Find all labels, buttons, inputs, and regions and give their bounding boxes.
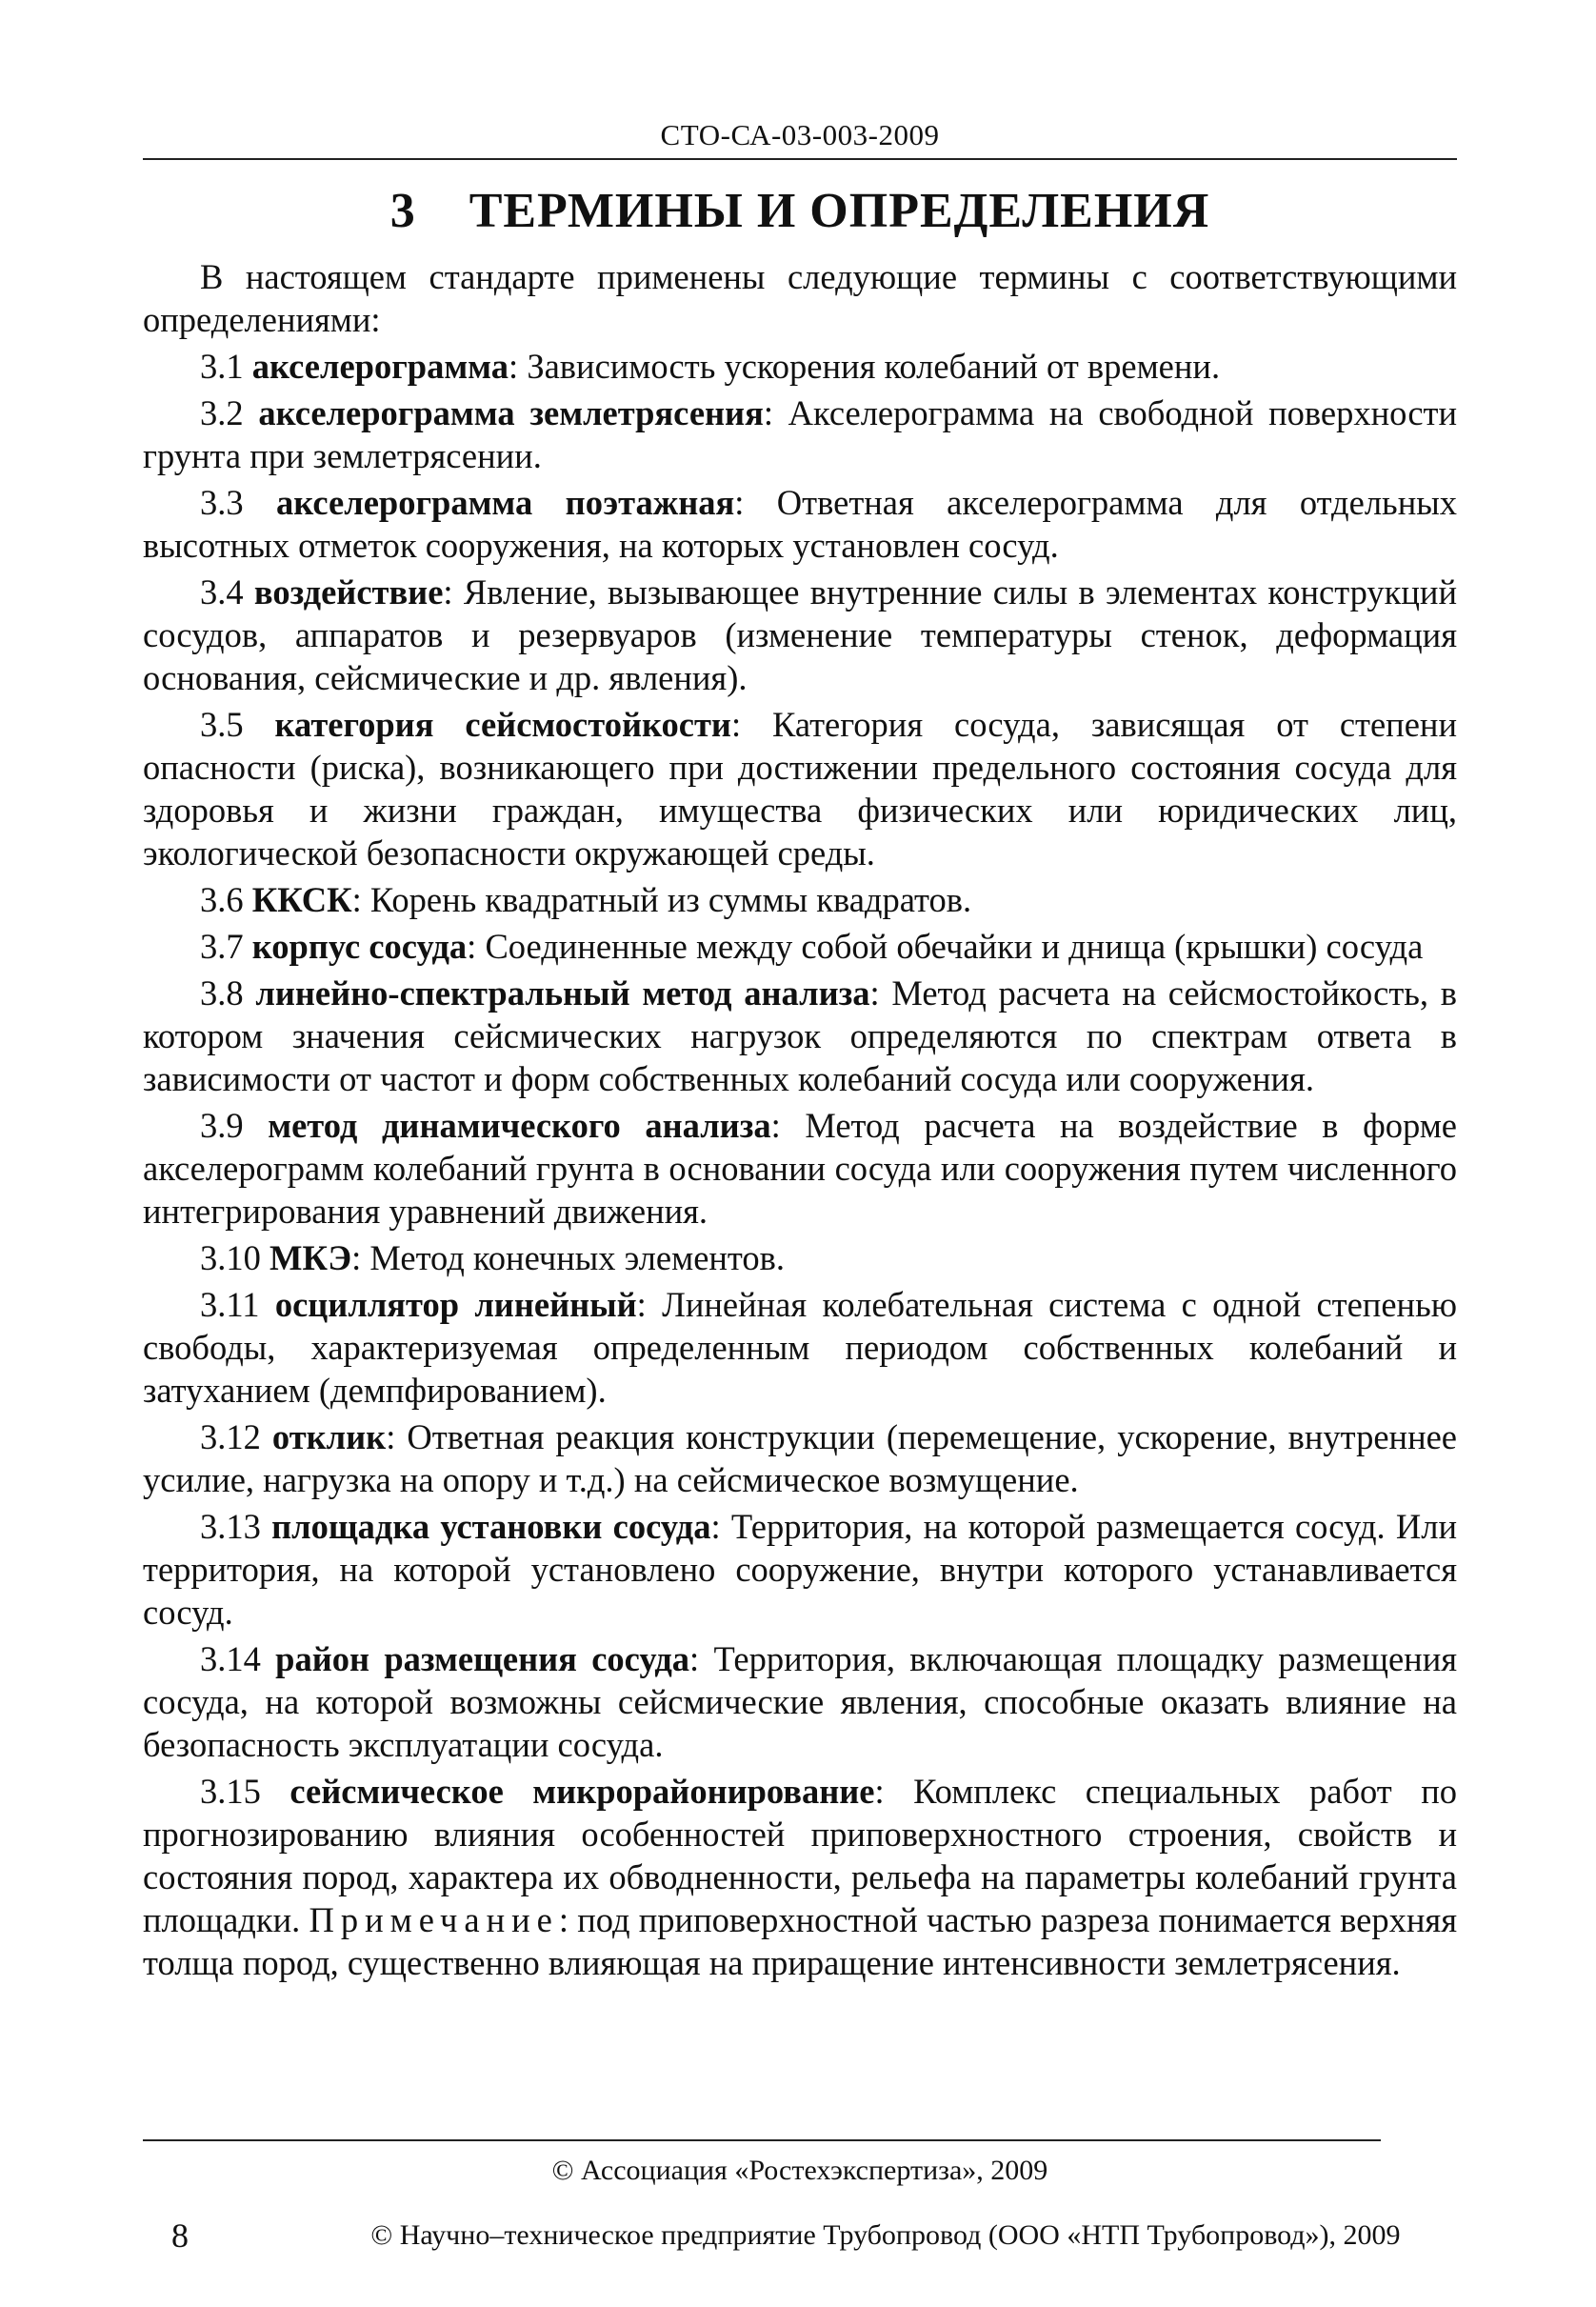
term-definition: : Территория, на которой размещается сосуд. Или территория, на которой установлено сооружение, внутри которого устанавливается сосуд. (143, 1507, 1457, 1632)
term-definition: : Линейная колебательная система с одной степенью свободы, характеризуемая определенным периодом собственных колебаний и затуханием (демпфированием). (143, 1285, 1457, 1410)
term-name: район размещения сосуда (275, 1639, 690, 1678)
term-name: сейсмическое микрорайонирование (289, 1772, 875, 1811)
term-number: 3.2 (200, 393, 244, 432)
term-name: ККСК (251, 880, 352, 919)
terms-body (143, 255, 1457, 1988)
term-number: 3.13 (200, 1507, 261, 1546)
note-label: Примечание (309, 1900, 559, 1939)
term-paragraph (143, 1770, 1457, 1984)
term-paragraph (143, 391, 1457, 477)
term-definition: : Соединенные между собой обечайки и днища (крышки) сосуда (467, 927, 1424, 966)
term-name: линейно-спектральный метод анализа (255, 973, 870, 1013)
term-number: 3.11 (200, 1285, 260, 1324)
term-definition: : Комплекс специальных работ по прогнозированию влияния особенностей приповерхностного строения, свойств и состояния пород, характера их обводненности, рельефа на параметры колебаний грунта площадки. (143, 1772, 1457, 1939)
document-code: СТО-СА-03-003-2009 (660, 118, 940, 151)
term-definition: : Метод конечных элементов. (351, 1238, 786, 1277)
term-definition: : Метод расчета на сейсмостойкость, в котором значения сейсмических нагрузок определяются по спектрам ответа в зависимости от частот и форм собственных колебаний сосуда или сооружения. (143, 973, 1457, 1098)
term-name: осциллятор линейный (274, 1285, 637, 1324)
term-definition: : Корень квадратный из суммы квадратов. (351, 880, 972, 919)
intro-paragraph: В настоящем стандарте применены следующие термины с соответствующими определениями: (143, 257, 1457, 339)
term-name: акселерограмма землетрясения (258, 393, 764, 432)
term-number: 3.4 (200, 572, 244, 612)
header-rule (143, 158, 1457, 160)
term-paragraph (143, 1283, 1457, 1412)
term-name: метод динамического анализа (268, 1106, 771, 1145)
term-number: 3.6 (200, 880, 244, 919)
page-number: 8 (171, 2217, 189, 2255)
term-name: категория сейсмостойкости (274, 705, 731, 744)
term-paragraph (143, 878, 1457, 921)
term-paragraph (143, 703, 1457, 874)
term-definition: : Территория, включающая площадку размещения сосуда, на которой возможны сейсмические явления, способные оказать влияние на безопасность эксплуатации сосуда. (143, 1639, 1458, 1764)
term-number: 3.8 (200, 973, 244, 1013)
term-definition: : Категория сосуда, зависящая от степени опасности (риска), возникающего при достижении предельного состояния сосуда для здоровья и жизни граждан, имущества физических или юридических лиц, экологической безопасности окружающей среды. (143, 705, 1457, 873)
term-number: 3.3 (200, 483, 244, 522)
term-paragraph (143, 1236, 1457, 1279)
term-definition: : Явление, вызывающее внутренние силы в элементах конструкций сосудов, аппаратов и резервуаров (изменение температуры стенок, деформация основания, сейсмические и др. явления). (143, 572, 1457, 697)
term-number: 3.12 (200, 1417, 261, 1456)
term-paragraph (143, 1104, 1457, 1233)
term-name: МКЭ (269, 1238, 352, 1277)
term-definition: : Ответная акселерограмма для отдельных высотных отметок сооружения, на которых установлен сосуд. (143, 483, 1457, 565)
copyright-enterprise: © Научно–техническое предприятие Трубопровод (ООО «НТП Трубопровод»), 2009 (370, 2219, 1401, 2251)
term-name: отклик (271, 1417, 387, 1456)
term-number: 3.1 (200, 347, 244, 386)
term-number: 3.14 (200, 1639, 261, 1678)
section-heading (143, 183, 1457, 239)
term-number: 3.10 (200, 1238, 261, 1277)
term-number: 3.7 (200, 927, 244, 966)
term-paragraph (143, 571, 1457, 699)
note-text: : под приповерхностной частью разреза понимается верхняя толща пород, существенно влияющая на приращение интенсивности землетрясения. (143, 1900, 1457, 1982)
term-name: площадка установки сосуда (271, 1507, 711, 1546)
term-paragraph (143, 1505, 1457, 1634)
term-number: 3.9 (200, 1106, 244, 1145)
copyright-association: © Ассоциация «Ростехэкспертиза», 2009 (551, 2155, 1048, 2186)
term-number: 3.15 (200, 1772, 261, 1811)
term-definition: : Ответная реакция конструкции (перемещение, ускорение, внутреннее усилие, нагрузка на опору и т.д.) на сейсмическое возмущение. (143, 1417, 1458, 1499)
terms-list (143, 345, 1457, 1766)
term-paragraph (143, 345, 1457, 388)
term-name: корпус сосуда (251, 927, 468, 966)
term-definition: : Зависимость ускорения колебаний от времени. (509, 347, 1221, 386)
term-definition: : Акселерограмма на свободной поверхности грунта при землетрясении. (143, 393, 1458, 475)
term-paragraph (143, 972, 1457, 1100)
term-paragraph (143, 925, 1457, 968)
section-number: 3 (389, 184, 416, 238)
term-paragraph (143, 1415, 1457, 1501)
term-paragraph (143, 481, 1457, 567)
term-name: акселерограмма поэтажная (276, 483, 735, 522)
section-title: ТЕРМИНЫ И ОПРЕДЕЛЕНИЯ (469, 184, 1210, 238)
term-name: воздействие (253, 572, 444, 612)
footer-rule (143, 2139, 1381, 2141)
term-definition: : Метод расчета на воздействие в форме акселерограмм колебаний грунта в основании сосуда или сооружения путем численного интегрирования уравнений движения. (143, 1106, 1457, 1231)
term-number: 3.5 (200, 705, 244, 744)
term-name: акселерограмма (251, 347, 509, 386)
term-paragraph (143, 1637, 1457, 1766)
